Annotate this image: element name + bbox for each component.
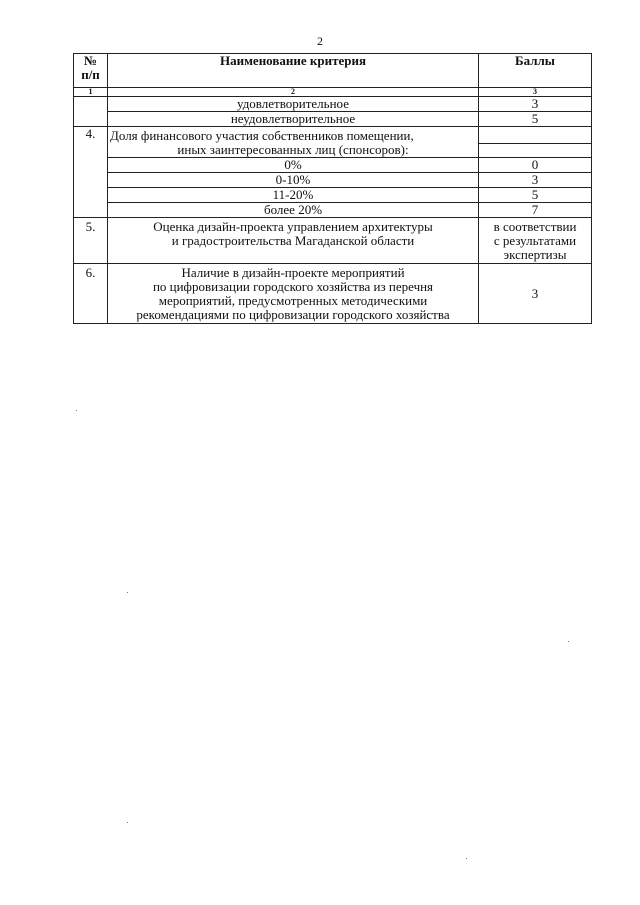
table-row (74, 97, 592, 112)
row-number: 6. (74, 264, 108, 324)
header-number: № п/п (74, 54, 108, 88)
criterion-score: 3 (479, 264, 592, 324)
criterion-score-line: с результатами (493, 233, 577, 248)
criterion-option: 0-10% (108, 173, 479, 188)
criterion-name-line: Доля финансового участия собственников помещении, (110, 128, 414, 143)
table-row (74, 264, 592, 324)
criterion-score (479, 218, 592, 264)
criterion-score-line: в соответствии (493, 219, 577, 234)
criterion-name-line: иных заинтересованных лиц (спонсоров): (177, 142, 409, 157)
criterion-score: 7 (479, 203, 592, 218)
criterion-score: 3 (479, 173, 592, 188)
column-index-1: 1 (74, 88, 108, 97)
criterion-score: 5 (479, 112, 592, 127)
criterion-name-line: и градостроительства Магаданской области (171, 233, 415, 248)
criterion-name-line: по цифровизации городского хозяйства из перечня (152, 279, 434, 294)
criterion-name-line: Оценка дизайн-проекта управлением архитектуры (153, 219, 433, 234)
table-row (74, 158, 592, 173)
table-row (74, 173, 592, 188)
criterion-name (108, 127, 479, 158)
criterion-score: 0 (479, 158, 592, 173)
scan-speck (127, 822, 128, 823)
page-number: 2 (317, 34, 323, 48)
scan-speck (568, 641, 569, 642)
criterion-option: более 20% (108, 203, 479, 218)
scan-speck (127, 592, 128, 593)
scan-speck (76, 410, 77, 411)
table-row (74, 218, 592, 264)
table-row (74, 188, 592, 203)
column-index-2: 2 (108, 88, 479, 97)
header-criterion-name: Наименование критерия (108, 54, 479, 88)
criteria-table (73, 53, 592, 324)
criterion-option: 0% (108, 158, 479, 173)
row-number-empty (74, 97, 108, 127)
column-index-3: 3 (479, 88, 592, 97)
criterion-score: 5 (479, 188, 592, 203)
criterion-name-line: рекомендациями по цифровизации городского хозяйства (136, 307, 450, 322)
criterion-option: 11-20% (108, 188, 479, 203)
criterion-name-line: Наличие в дизайн-проекте мероприятий (181, 265, 405, 280)
criterion-option: удовлетворительное (108, 97, 479, 112)
table-row (74, 112, 592, 127)
criterion-name (108, 264, 479, 324)
criterion-score-empty (479, 127, 592, 158)
criterion-score-line: экспертизы (503, 247, 567, 262)
criterion-option: неудовлетворительное (108, 112, 479, 127)
criterion-name (108, 218, 479, 264)
criterion-score: 3 (479, 97, 592, 112)
header-score: Баллы (479, 54, 592, 88)
scan-speck (466, 858, 467, 859)
row-number: 5. (74, 218, 108, 264)
table-row (74, 203, 592, 218)
table-header-row (74, 54, 592, 88)
criterion-name-line: мероприятий, предусмотренных методическими (158, 293, 428, 308)
table-row (74, 127, 592, 158)
row-number: 4. (74, 127, 108, 218)
